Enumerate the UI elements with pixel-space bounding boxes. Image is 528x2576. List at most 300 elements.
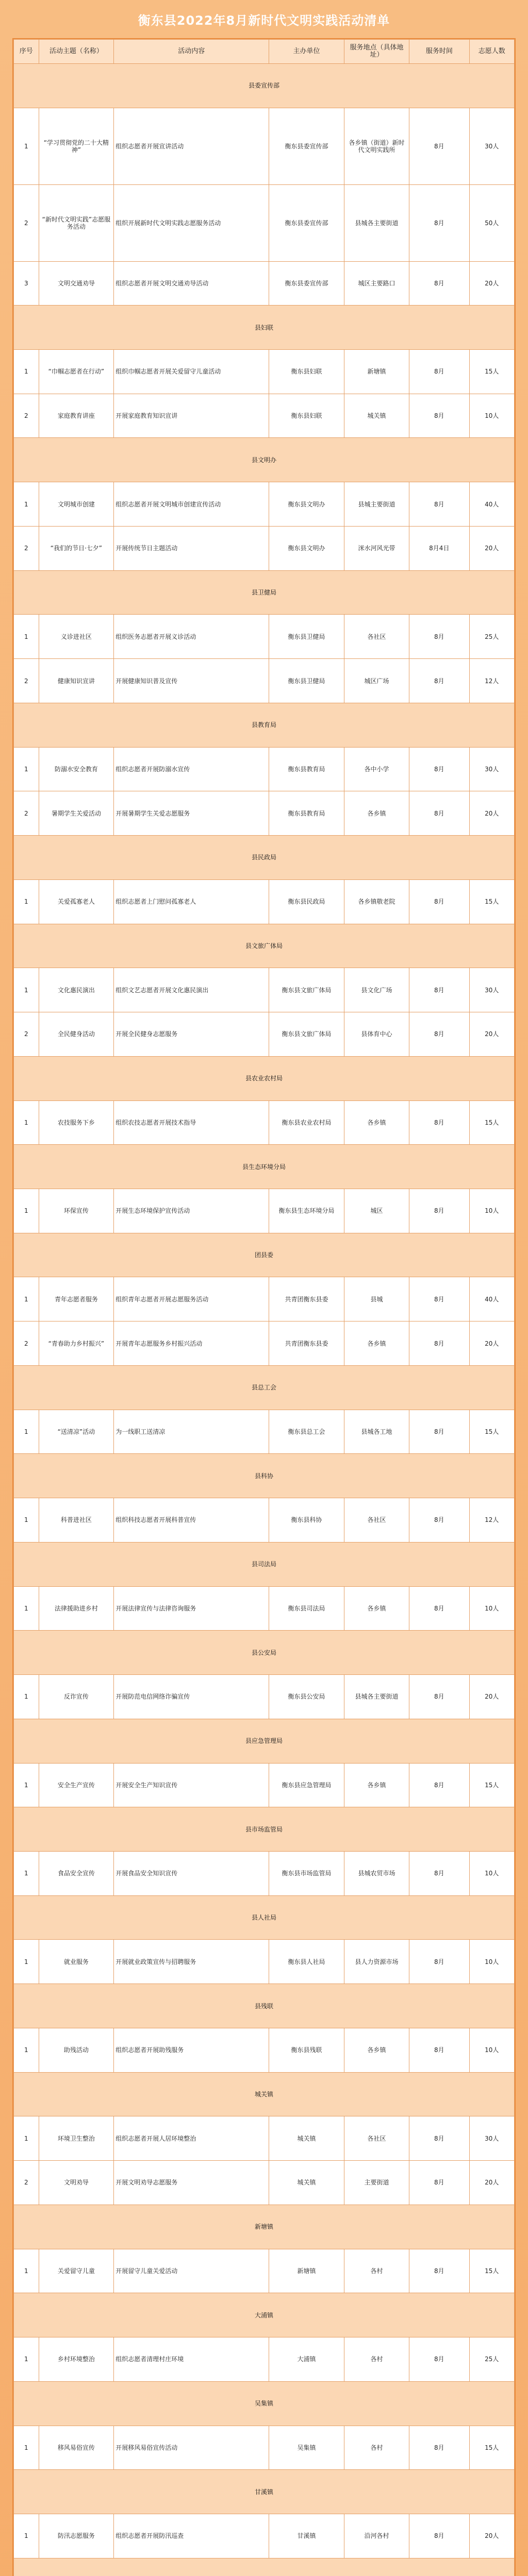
cell-theme: “青春助力乡村振兴” [39, 1321, 114, 1366]
cell-time: 8月 [409, 747, 470, 791]
cell-content: 开展家庭教育知识宣讲 [114, 394, 269, 438]
cell-volunteers: 20人 [469, 261, 514, 306]
cell-organizer: 吴集镇 [269, 2426, 344, 2470]
cell-volunteers: 40人 [469, 482, 514, 527]
cell-index: 1 [14, 2514, 39, 2558]
cell-location: 各乡镇 [344, 791, 409, 836]
cell-organizer: 共青团衡东县委 [269, 1321, 344, 1366]
cell-index: 2 [14, 1321, 39, 1366]
cell-time: 8月 [409, 1586, 470, 1631]
table-body [14, 64, 515, 2576]
cell-volunteers: 30人 [469, 968, 514, 1012]
section-header-row [14, 1807, 515, 1852]
table-row [14, 1675, 515, 1719]
cell-time: 8月 [409, 615, 470, 659]
cell-content: 开展法律宣传与法律咨询服务 [114, 1586, 269, 1631]
cell-theme: 移风易俗宣传 [39, 2426, 114, 2470]
cell-theme: 全民健身活动 [39, 1012, 114, 1057]
cell-location: 沿河各村 [344, 2514, 409, 2558]
cell-content: 开展文明劝导志愿服务 [114, 2161, 269, 2205]
cell-index: 2 [14, 791, 39, 836]
table-row [14, 2161, 515, 2205]
cell-time: 8月 [409, 2028, 470, 2072]
cell-volunteers: 50人 [469, 184, 514, 261]
cell-theme: 环保宣传 [39, 1189, 114, 1233]
section-header-row [14, 836, 515, 880]
cell-location: 各村 [344, 2249, 409, 2293]
cell-content: 组织文艺志愿者开展文化惠民演出 [114, 968, 269, 1012]
cell-volunteers: 25人 [469, 615, 514, 659]
cell-index: 1 [14, 108, 39, 184]
cell-theme: 就业服务 [39, 1940, 114, 1984]
cell-location: 县人力资源市场 [344, 1940, 409, 1984]
cell-index: 1 [14, 1675, 39, 1719]
cell-content: 开展健康知识普及宣传 [114, 659, 269, 703]
cell-theme: 义诊进社区 [39, 615, 114, 659]
cell-content: 开展食品安全知识宣传 [114, 1851, 269, 1895]
cell-volunteers: 12人 [469, 1498, 514, 1543]
cell-theme: 暑期学生关爱活动 [39, 791, 114, 836]
cell-content: 组织志愿者上门慰问孤寡老人 [114, 879, 269, 924]
cell-time: 8月 [409, 1410, 470, 1454]
cell-location: 各乡镇 [344, 1321, 409, 1366]
section-title: 县文明办 [14, 438, 515, 482]
section-title: 县妇联 [14, 306, 515, 350]
cell-volunteers: 20人 [469, 1012, 514, 1057]
cell-content: 组织志愿者开展防汛巡查 [114, 2514, 269, 2558]
cell-content: 开展暑期学生关爱志愿服务 [114, 791, 269, 836]
cell-organizer: 衡东县文明办 [269, 526, 344, 570]
cell-volunteers: 15人 [469, 350, 514, 394]
table-row [14, 1586, 515, 1631]
cell-theme: 文明交通劝导 [39, 261, 114, 306]
cell-time: 8月 [409, 1012, 470, 1057]
table-row [14, 184, 515, 261]
cell-index: 2 [14, 659, 39, 703]
cell-content: 组织志愿者清理村庄环境 [114, 2337, 269, 2382]
table-row [14, 1100, 515, 1145]
cell-volunteers: 15人 [469, 2249, 514, 2293]
cell-time: 8月4日 [409, 526, 470, 570]
cell-location: 各乡镇 [344, 1100, 409, 1145]
section-title: 县卫健局 [14, 570, 515, 615]
cell-location: 主要街道 [344, 2161, 409, 2205]
section-title: 县市场监管局 [14, 1807, 515, 1852]
cell-theme: 健康知识宣讲 [39, 659, 114, 703]
cell-organizer: 甘溪镇 [269, 2514, 344, 2558]
cell-content: 开展安全生产知识宣传 [114, 1763, 269, 1807]
cell-location: 城区广场 [344, 659, 409, 703]
section-header-row [14, 2558, 515, 2576]
cell-volunteers: 20人 [469, 526, 514, 570]
cell-theme: “巾帼志愿者在行动” [39, 350, 114, 394]
table-row [14, 1321, 515, 1366]
cell-theme: “送清凉”活动 [39, 1410, 114, 1454]
section-header-row [14, 64, 515, 108]
section-header-row [14, 2470, 515, 2514]
cell-organizer: 衡东县教育局 [269, 791, 344, 836]
cell-time: 8月 [409, 1277, 470, 1321]
cell-content: 为一线职工送清凉 [114, 1410, 269, 1454]
section-title: 大浦镇 [14, 2293, 515, 2337]
cell-time: 8月 [409, 968, 470, 1012]
cell-content: 开展就业政策宣传与招聘服务 [114, 1940, 269, 1984]
section-title: 县民政局 [14, 836, 515, 880]
cell-location: 各村 [344, 2337, 409, 2382]
section-header-row [14, 1145, 515, 1189]
cell-theme: 文明城市创建 [39, 482, 114, 527]
cell-content: 组织志愿者开展人居环境整治 [114, 2116, 269, 2161]
cell-time: 8月 [409, 394, 470, 438]
cell-time: 8月 [409, 184, 470, 261]
cell-time: 8月 [409, 1189, 470, 1233]
table-row [14, 1189, 515, 1233]
title-bar [0, 0, 528, 38]
cell-content: 组织志愿者开展助残服务 [114, 2028, 269, 2072]
cell-time: 8月 [409, 791, 470, 836]
table-row [14, 747, 515, 791]
cell-organizer: 城关镇 [269, 2161, 344, 2205]
table-row [14, 1498, 515, 1543]
table-row [14, 350, 515, 394]
cell-theme: 法律援助进乡村 [39, 1586, 114, 1631]
cell-content: 组织青年志愿者开展志愿服务活动 [114, 1277, 269, 1321]
cell-index: 2 [14, 2161, 39, 2205]
activity-table-container [12, 38, 516, 2576]
cell-location: 各社区 [344, 615, 409, 659]
cell-location: 城区主要路口 [344, 261, 409, 306]
cell-time: 8月 [409, 659, 470, 703]
section-title: 县科协 [14, 1454, 515, 1498]
cell-volunteers: 10人 [469, 2028, 514, 2072]
col-header-time: 服务时间 [409, 40, 470, 64]
section-header-row [14, 2205, 515, 2249]
table-row [14, 2337, 515, 2382]
cell-organizer: 衡东县文旅广体局 [269, 968, 344, 1012]
section-title: 县文旅广体局 [14, 924, 515, 968]
cell-organizer: 衡东县委宣传部 [269, 108, 344, 184]
table-row [14, 1851, 515, 1895]
cell-location: 新塘镇 [344, 350, 409, 394]
cell-time: 8月 [409, 1675, 470, 1719]
cell-time: 8月 [409, 350, 470, 394]
cell-time: 8月 [409, 2249, 470, 2293]
cell-organizer: 衡东县民政局 [269, 879, 344, 924]
cell-organizer: 衡东县人社局 [269, 1940, 344, 1984]
cell-volunteers: 10人 [469, 1586, 514, 1631]
cell-theme: 文化惠民演出 [39, 968, 114, 1012]
cell-location: 县城农贸市场 [344, 1851, 409, 1895]
table-row [14, 2514, 515, 2558]
cell-theme: 科普进社区 [39, 1498, 114, 1543]
cell-volunteers: 10人 [469, 1940, 514, 1984]
cell-location: 洣水河风光带 [344, 526, 409, 570]
cell-index: 1 [14, 2337, 39, 2382]
cell-index: 1 [14, 1851, 39, 1895]
cell-index: 1 [14, 615, 39, 659]
cell-volunteers: 40人 [469, 1277, 514, 1321]
cell-location: 县城各工地 [344, 1410, 409, 1454]
cell-organizer: 衡东县委宣传部 [269, 184, 344, 261]
cell-location: 县文化广场 [344, 968, 409, 1012]
col-header-index: 序号 [14, 40, 39, 64]
cell-theme: 防溺水安全教育 [39, 747, 114, 791]
cell-theme: 文明劝导 [39, 2161, 114, 2205]
cell-index: 1 [14, 2426, 39, 2470]
cell-organizer: 衡东县司法局 [269, 1586, 344, 1631]
cell-content: 组织科技志愿者开展科普宣传 [114, 1498, 269, 1543]
section-title: 县公安局 [14, 1631, 515, 1675]
cell-organizer: 衡东县教育局 [269, 747, 344, 791]
cell-theme: “学习贯彻党的二十大精神” [39, 108, 114, 184]
cell-organizer: 大浦镇 [269, 2337, 344, 2382]
cell-index: 1 [14, 879, 39, 924]
cell-content: 组织农技志愿者开展技术指导 [114, 1100, 269, 1145]
cell-index: 1 [14, 482, 39, 527]
table-row [14, 526, 515, 570]
cell-index: 2 [14, 184, 39, 261]
cell-organizer: 衡东县文旅广体局 [269, 1012, 344, 1057]
cell-content: 开展传统节日主题活动 [114, 526, 269, 570]
section-title: 县教育局 [14, 703, 515, 747]
table-row [14, 482, 515, 527]
section-header-row [14, 1895, 515, 1940]
cell-index: 1 [14, 2116, 39, 2161]
cell-content: 组织志愿者开展防溺水宣传 [114, 747, 269, 791]
cell-content: 组织志愿者开展宣讲活动 [114, 108, 269, 184]
section-header-row [14, 1984, 515, 2028]
cell-content: 组织志愿者开展文明城市创建宣传活动 [114, 482, 269, 527]
table-row [14, 1940, 515, 1984]
cell-volunteers: 15人 [469, 1763, 514, 1807]
cell-index: 1 [14, 1763, 39, 1807]
cell-index: 1 [14, 1498, 39, 1543]
table-row [14, 108, 515, 184]
cell-time: 8月 [409, 108, 470, 184]
cell-organizer: 共青团衡东县委 [269, 1277, 344, 1321]
cell-theme: 食品安全宣传 [39, 1851, 114, 1895]
cell-location: 县城 [344, 1277, 409, 1321]
cell-time: 8月 [409, 261, 470, 306]
cell-time: 8月 [409, 2426, 470, 2470]
section-title: 县总工会 [14, 1365, 515, 1410]
table-row [14, 1410, 515, 1454]
section-header-row [14, 1542, 515, 1586]
cell-location: 各中小学 [344, 747, 409, 791]
table-row [14, 1763, 515, 1807]
cell-content: 开展留守儿童关爱活动 [114, 2249, 269, 2293]
section-header-row [14, 306, 515, 350]
cell-volunteers: 30人 [469, 108, 514, 184]
section-title: 城关镇 [14, 2072, 515, 2116]
section-header-row [14, 703, 515, 747]
cell-theme: 关爱孤寡老人 [39, 879, 114, 924]
cell-volunteers: 20人 [469, 2514, 514, 2558]
cell-index: 1 [14, 1940, 39, 1984]
table-row [14, 261, 515, 306]
section-title: 县委宣传部 [14, 64, 515, 108]
cell-location: 县体育中心 [344, 1012, 409, 1057]
cell-location: 县城各主要街道 [344, 1675, 409, 1719]
table-row [14, 2116, 515, 2161]
cell-organizer: 衡东县公安局 [269, 1675, 344, 1719]
cell-volunteers: 20人 [469, 1321, 514, 1366]
cell-theme: 防汛志愿服务 [39, 2514, 114, 2558]
cell-theme: “新时代文明实践”志愿服务活动 [39, 184, 114, 261]
cell-location: 各村 [344, 2426, 409, 2470]
cell-organizer: 衡东县总工会 [269, 1410, 344, 1454]
cell-time: 8月 [409, 879, 470, 924]
cell-volunteers: 20人 [469, 791, 514, 836]
cell-location: 各社区 [344, 1498, 409, 1543]
cell-index: 1 [14, 2028, 39, 2072]
cell-volunteers: 30人 [469, 2116, 514, 2161]
section-header-row [14, 2293, 515, 2337]
cell-organizer: 衡东县委宣传部 [269, 261, 344, 306]
cell-volunteers: 25人 [469, 2337, 514, 2382]
cell-time: 8月 [409, 482, 470, 527]
section-header-row [14, 1365, 515, 1410]
col-header-theme: 活动主题（名称） [39, 40, 114, 64]
table-row [14, 968, 515, 1012]
cell-content: 组织开展新时代文明实践志愿服务活动 [114, 184, 269, 261]
cell-organizer: 衡东县应急管理局 [269, 1763, 344, 1807]
cell-time: 8月 [409, 1321, 470, 1366]
section-title: 新塘镇 [14, 2205, 515, 2249]
table-row [14, 1277, 515, 1321]
cell-location: 各乡镇 [344, 1586, 409, 1631]
cell-volunteers: 12人 [469, 659, 514, 703]
table-row [14, 2028, 515, 2072]
section-title: 县生态环境分局 [14, 1145, 515, 1189]
cell-theme: 助残活动 [39, 2028, 114, 2072]
cell-volunteers: 20人 [469, 2161, 514, 2205]
section-header-row [14, 1719, 515, 1763]
cell-theme: 关爱留守儿童 [39, 2249, 114, 2293]
section-title: 县人社局 [14, 1895, 515, 1940]
cell-theme: 青年志愿者服务 [39, 1277, 114, 1321]
cell-organizer: 衡东县文明办 [269, 482, 344, 527]
section-title: 县司法局 [14, 1542, 515, 1586]
cell-location: 城区 [344, 1189, 409, 1233]
cell-index: 2 [14, 394, 39, 438]
cell-organizer: 城关镇 [269, 2116, 344, 2161]
cell-index: 1 [14, 1277, 39, 1321]
cell-time: 8月 [409, 1851, 470, 1895]
cell-time: 8月 [409, 2116, 470, 2161]
cell-index: 1 [14, 1586, 39, 1631]
cell-theme: 家庭教育讲座 [39, 394, 114, 438]
cell-location: 城关镇 [344, 394, 409, 438]
cell-time: 8月 [409, 2161, 470, 2205]
cell-location: 各乡镇（街道）新时代文明实践所 [344, 108, 409, 184]
cell-index: 2 [14, 526, 39, 570]
cell-content: 开展全民健身志愿服务 [114, 1012, 269, 1057]
cell-organizer: 衡东县残联 [269, 2028, 344, 2072]
activity-table [13, 39, 515, 2576]
cell-index: 1 [14, 1410, 39, 1454]
cell-location: 各社区 [344, 2116, 409, 2161]
section-title [14, 2558, 515, 2576]
section-header-row [14, 2072, 515, 2116]
cell-volunteers: 10人 [469, 1851, 514, 1895]
cell-time: 8月 [409, 2337, 470, 2382]
cell-index: 1 [14, 1100, 39, 1145]
cell-index: 1 [14, 2249, 39, 2293]
cell-time: 8月 [409, 1498, 470, 1543]
table-row [14, 2426, 515, 2470]
cell-content: 开展生态环境保护宣传活动 [114, 1189, 269, 1233]
section-header-row [14, 1454, 515, 1498]
cell-volunteers: 15人 [469, 1410, 514, 1454]
cell-organizer: 衡东县妇联 [269, 350, 344, 394]
cell-location: 各乡镇 [344, 2028, 409, 2072]
section-title: 团县委 [14, 1233, 515, 1277]
cell-theme: 反诈宣传 [39, 1675, 114, 1719]
col-header-content: 活动内容 [114, 40, 269, 64]
col-header-location: 服务地点（具体地址） [344, 40, 409, 64]
cell-organizer: 衡东县妇联 [269, 394, 344, 438]
cell-location: 县城各主要街道 [344, 184, 409, 261]
cell-location: 县城主要街道 [344, 482, 409, 527]
section-title: 县应急管理局 [14, 1719, 515, 1763]
section-title: 县残联 [14, 1984, 515, 2028]
table-row [14, 1012, 515, 1057]
section-header-row [14, 1233, 515, 1277]
section-header-row [14, 2381, 515, 2426]
cell-index: 2 [14, 1012, 39, 1057]
cell-content: 组织医务志愿者开展义诊活动 [114, 615, 269, 659]
document-title: 衡东县2022年8月新时代文明实践活动清单 [138, 13, 390, 28]
cell-volunteers: 15人 [469, 2426, 514, 2470]
cell-volunteers: 10人 [469, 1189, 514, 1233]
cell-index: 1 [14, 350, 39, 394]
cell-theme: 农技服务下乡 [39, 1100, 114, 1145]
table-row [14, 2249, 515, 2293]
cell-organizer: 衡东县科协 [269, 1498, 344, 1543]
cell-time: 8月 [409, 1100, 470, 1145]
cell-theme: “我们的节日·七夕” [39, 526, 114, 570]
cell-content: 组织巾帼志愿者开展关爱留守儿童活动 [114, 350, 269, 394]
cell-organizer: 衡东县农业农村局 [269, 1100, 344, 1145]
cell-organizer: 衡东县市场监管局 [269, 1851, 344, 1895]
cell-content: 开展移风易俗宣传活动 [114, 2426, 269, 2470]
header-row [14, 40, 515, 64]
cell-volunteers: 15人 [469, 879, 514, 924]
cell-time: 8月 [409, 1940, 470, 1984]
table-row [14, 615, 515, 659]
section-header-row [14, 1056, 515, 1100]
cell-index: 1 [14, 1189, 39, 1233]
cell-content: 组织志愿者开展文明交通劝导活动 [114, 261, 269, 306]
section-header-row [14, 438, 515, 482]
table-header [14, 40, 515, 64]
section-header-row [14, 1631, 515, 1675]
section-header-row [14, 570, 515, 615]
cell-time: 8月 [409, 2514, 470, 2558]
table-row [14, 394, 515, 438]
cell-theme: 环境卫生整治 [39, 2116, 114, 2161]
cell-time: 8月 [409, 1763, 470, 1807]
cell-volunteers: 15人 [469, 1100, 514, 1145]
col-header-volunteers: 志愿人数 [469, 40, 514, 64]
section-title: 吴集镇 [14, 2381, 515, 2426]
cell-theme: 乡村环境整治 [39, 2337, 114, 2382]
cell-organizer: 衡东县卫健局 [269, 659, 344, 703]
table-row [14, 791, 515, 836]
cell-location: 各乡镇敬老院 [344, 879, 409, 924]
cell-index: 3 [14, 261, 39, 306]
